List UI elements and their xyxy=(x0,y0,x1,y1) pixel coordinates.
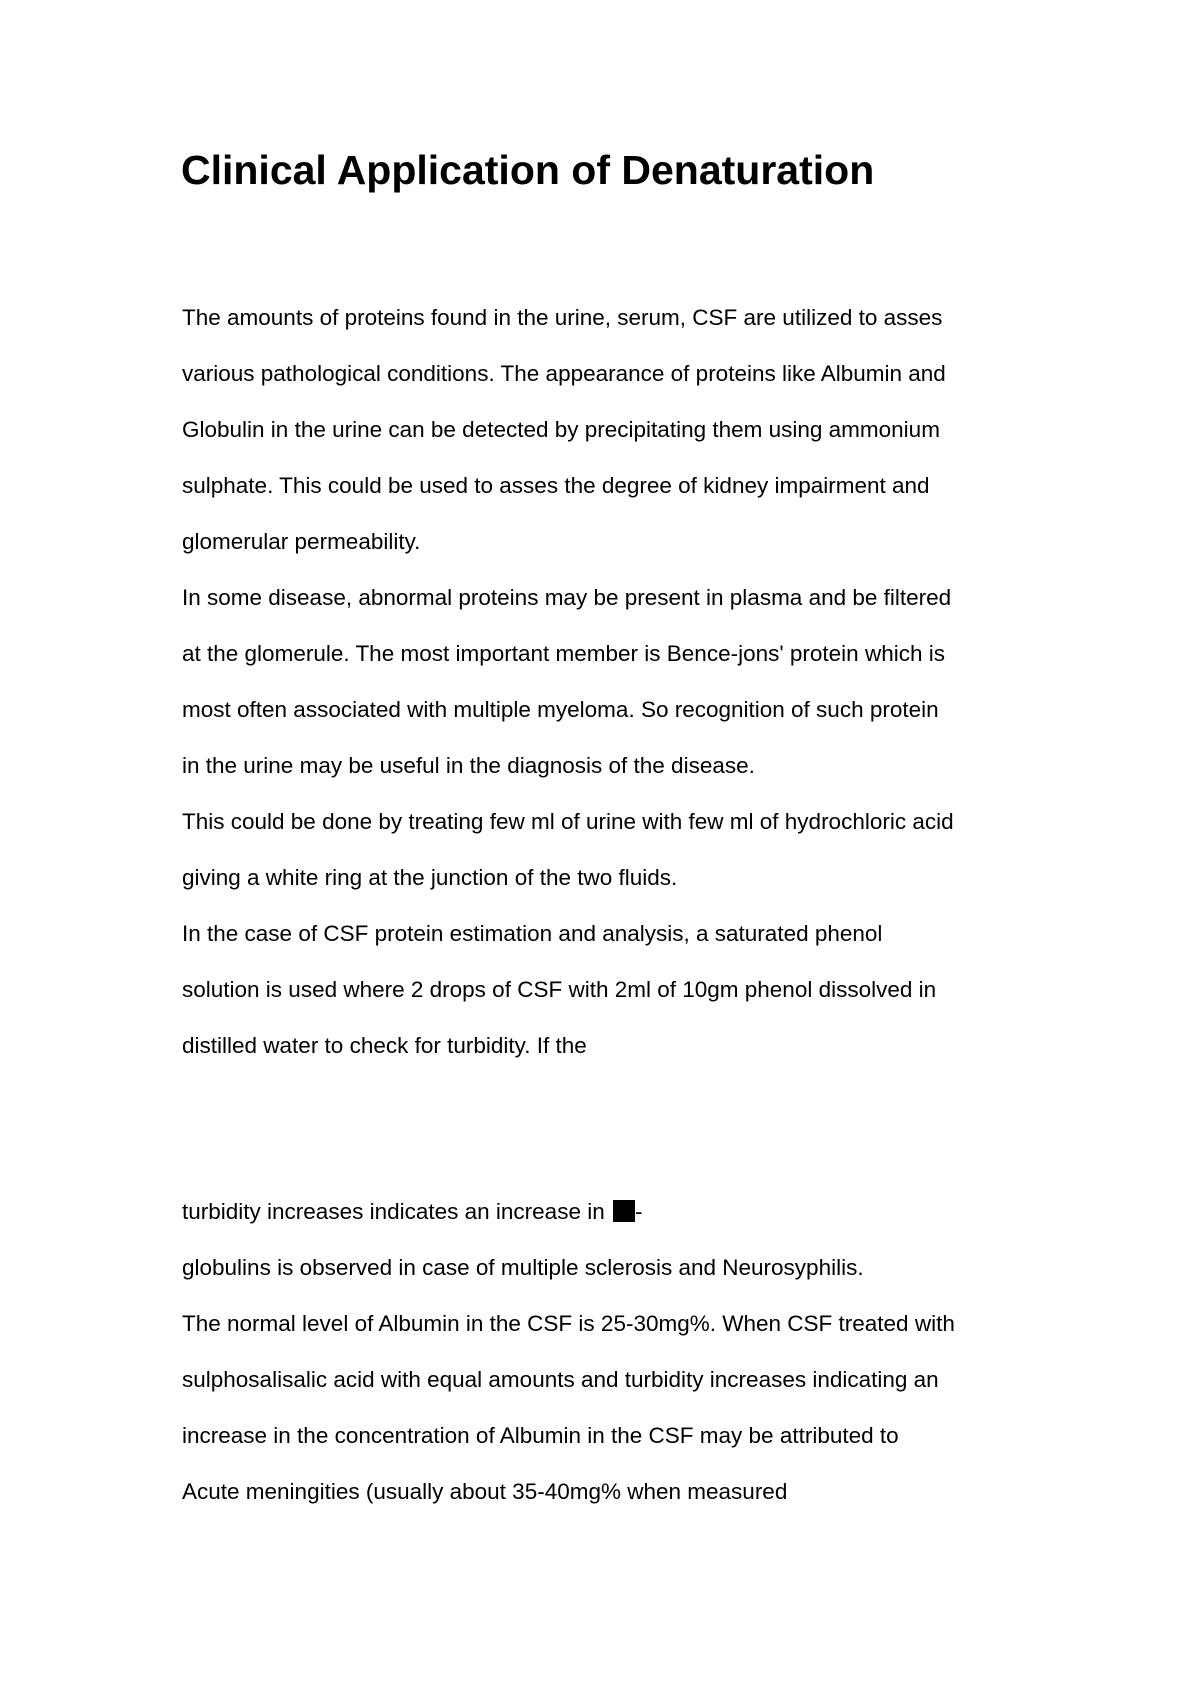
text-line: This could be done by treating few ml of urine with few ml of hydrochloric acid xyxy=(182,809,954,834)
text-line: In some disease, abnormal proteins may be present in plasma and be filtered xyxy=(182,585,952,610)
text-line: giving a white ring at the junction of the two fluids. xyxy=(182,865,678,890)
text-line: The normal level of Albumin in the CSF is 25-30mg%. When CSF treated with xyxy=(182,1311,955,1336)
text-line: Acute meningities (usually about 35-40mg% when measured xyxy=(182,1479,788,1504)
text-line: in the urine may be useful in the diagnosis of the disease. xyxy=(182,753,755,778)
text-line: distilled water to check for turbidity. If the xyxy=(182,1033,587,1058)
body-text-block-1 xyxy=(182,290,1062,1074)
text-line: In the case of CSF protein estimation and analysis, a saturated phenol xyxy=(182,921,883,946)
text-line: increase in the concentration of Albumin in the CSF may be attributed to xyxy=(182,1423,899,1448)
document-title: Clinical Application of Denaturation xyxy=(181,147,875,193)
text-line xyxy=(182,1184,1062,1240)
text-line: most often associated with multiple myeloma. So recognition of such protein xyxy=(182,697,939,722)
text-line: The amounts of proteins found in the urine, serum, CSF are utilized to asses xyxy=(182,305,943,330)
text-line: sulphosalisalic acid with equal amounts and turbidity increases indicating an xyxy=(182,1367,939,1392)
text-line: sulphate. This could be used to asses the degree of kidney impairment and xyxy=(182,473,930,498)
text-line: at the glomerule. The most important member is Bence-jons' protein which is xyxy=(182,641,945,666)
text-line: various pathological conditions. The appearance of proteins like Albumin and xyxy=(182,361,946,386)
body-text-block-2 xyxy=(182,1184,1062,1520)
text-segment: - xyxy=(634,1199,643,1224)
text-segment: turbidity increases indicates an increase in xyxy=(182,1199,611,1224)
text-line: Globulin in the urine can be detected by precipitating them using ammonium xyxy=(182,417,940,442)
text-line: glomerular permeability. xyxy=(182,529,421,554)
missing-glyph-icon xyxy=(613,1200,635,1222)
text-line: solution is used where 2 drops of CSF with 2ml of 10gm phenol dissolved in xyxy=(182,977,937,1002)
text-line: globulins is observed in case of multiple sclerosis and Neurosyphilis. xyxy=(182,1255,864,1280)
